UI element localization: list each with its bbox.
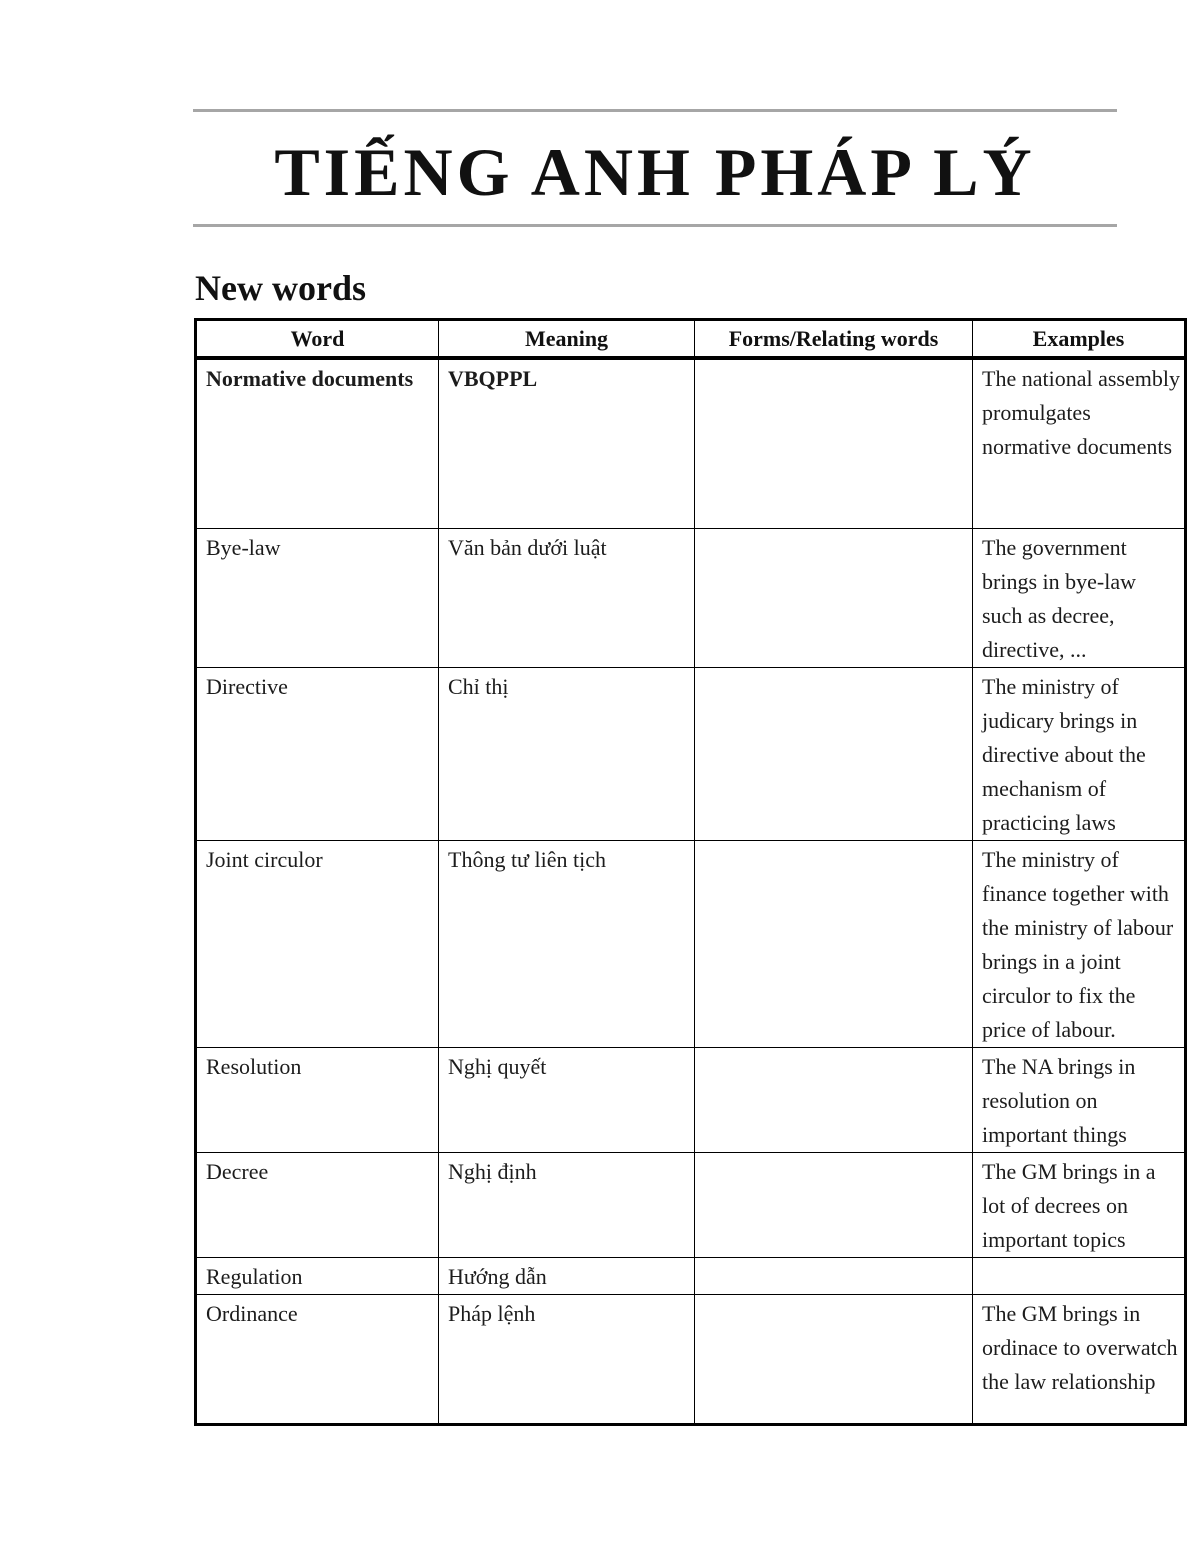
table-body bbox=[196, 358, 1186, 1424]
cell-word: Directive bbox=[196, 667, 439, 840]
cell-forms bbox=[695, 528, 973, 667]
table-header-row bbox=[196, 320, 1186, 359]
table-header bbox=[196, 320, 1186, 359]
cell-meaning: Hướng dẫn bbox=[439, 1257, 695, 1294]
cell-forms bbox=[695, 1152, 973, 1257]
document-title: TIẾNG ANH PHÁP LÝ bbox=[274, 134, 1036, 210]
table-row bbox=[196, 840, 1186, 1047]
cell-word: Normative documents bbox=[196, 358, 439, 528]
cell-forms bbox=[695, 1047, 973, 1152]
header-meaning: Meaning bbox=[439, 320, 695, 359]
cell-meaning: Văn bản dưới luật bbox=[439, 528, 695, 667]
cell-examples: The government brings in bye-law such as decree, directive, ... bbox=[973, 528, 1186, 667]
cell-word: Ordinance bbox=[196, 1294, 439, 1424]
table-row bbox=[196, 1257, 1186, 1294]
cell-examples: The ministry of judicary brings in directive about the mechanism of practicing laws bbox=[973, 667, 1186, 840]
cell-meaning: Pháp lệnh bbox=[439, 1294, 695, 1424]
table-row bbox=[196, 528, 1186, 667]
header-examples: Examples bbox=[973, 320, 1186, 359]
cell-meaning: Chỉ thị bbox=[439, 667, 695, 840]
header-forms: Forms/Relating words bbox=[695, 320, 973, 359]
cell-word: Joint circulor bbox=[196, 840, 439, 1047]
cell-examples bbox=[973, 1257, 1186, 1294]
cell-forms bbox=[695, 1257, 973, 1294]
cell-forms bbox=[695, 840, 973, 1047]
table-row bbox=[196, 358, 1186, 528]
cell-forms bbox=[695, 1294, 973, 1424]
vocabulary-table bbox=[194, 318, 1187, 1426]
table-row bbox=[196, 1047, 1186, 1152]
cell-meaning: Nghị quyết bbox=[439, 1047, 695, 1152]
cell-examples: The ministry of finance together with the ministry of labour brings in a joint circulor to fix the price of labour. bbox=[973, 840, 1186, 1047]
cell-word: Regulation bbox=[196, 1257, 439, 1294]
cell-word: Bye-law bbox=[196, 528, 439, 667]
table-row bbox=[196, 1152, 1186, 1257]
table-row bbox=[196, 1294, 1186, 1424]
bottom-horizontal-rule bbox=[193, 224, 1117, 227]
cell-word: Resolution bbox=[196, 1047, 439, 1152]
table-row bbox=[196, 667, 1186, 840]
cell-examples: The GM brings in ordinace to overwatch the law relationship bbox=[973, 1294, 1186, 1424]
cell-meaning: VBQPPL bbox=[439, 358, 695, 528]
cell-forms bbox=[695, 358, 973, 528]
cell-examples: The GM brings in a lot of decrees on important topics bbox=[973, 1152, 1186, 1257]
cell-examples: The NA brings in resolution on important things bbox=[973, 1047, 1186, 1152]
top-horizontal-rule bbox=[193, 109, 1117, 112]
cell-meaning: Thông tư liên tịch bbox=[439, 840, 695, 1047]
cell-word: Decree bbox=[196, 1152, 439, 1257]
cell-forms bbox=[695, 667, 973, 840]
header-word: Word bbox=[196, 320, 439, 359]
cell-meaning: Nghị định bbox=[439, 1152, 695, 1257]
cell-examples: The national assembly promulgates normative documents bbox=[973, 358, 1186, 528]
section-heading: New words bbox=[195, 268, 366, 308]
